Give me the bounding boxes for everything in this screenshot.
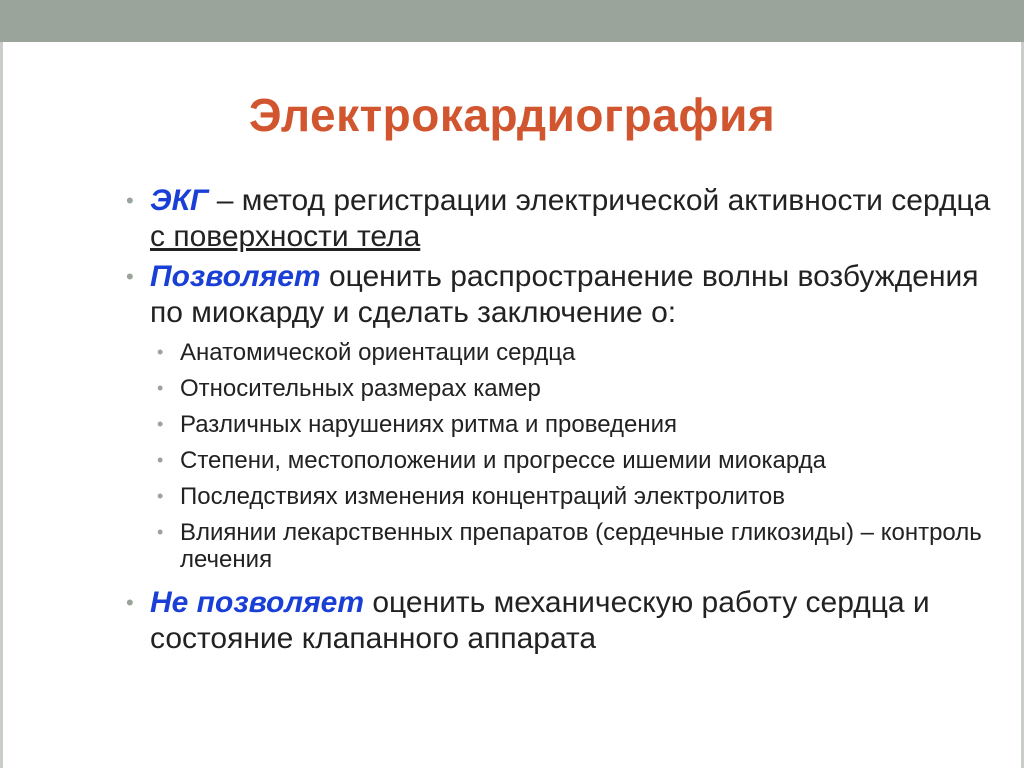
sub-item-text: Относительных размерах камер xyxy=(180,375,541,402)
sub-item-text: Последствиях изменения концентраций электролитов xyxy=(180,483,786,510)
sub-item-drugs xyxy=(126,519,996,573)
sub-item-rhythm xyxy=(126,411,996,438)
bullet-dot: • xyxy=(126,188,134,213)
sub-bullet-dot: • xyxy=(157,450,164,470)
sub-bullet-dot: • xyxy=(157,486,164,506)
ecg-term: ЭКГ xyxy=(150,184,209,217)
slide-title: Электрокардиография xyxy=(248,89,776,141)
allows-text: оценить распространение волны возбуждения по миокарду и сделать заключение о: xyxy=(150,260,979,329)
sub-item-electrolytes xyxy=(126,483,996,510)
bullet-item-ecg xyxy=(126,183,996,255)
sub-bullet-list xyxy=(126,339,996,573)
sub-item-anatomical xyxy=(126,339,996,366)
not-allows-text: оценить механическую работу сердца и состояние клапанного аппарата xyxy=(150,586,930,655)
sub-bullet-dot: • xyxy=(157,522,164,542)
bullet-list xyxy=(126,183,996,657)
bullet-item-not-allows xyxy=(126,585,996,657)
top-bar xyxy=(0,0,1024,42)
sub-bullet-dot: • xyxy=(157,378,164,398)
not-allows-term: Не позволяет xyxy=(150,586,365,619)
sub-bullet-dot: • xyxy=(157,414,164,434)
bullet-item-allows xyxy=(126,259,996,331)
ecg-definition: – метод регистрации электрической активности сердца xyxy=(208,184,991,217)
sub-item-text: Различных нарушениях ритма и проведения xyxy=(180,411,678,438)
bullet-dot: • xyxy=(126,590,134,615)
ecg-underlined-phrase: с поверхности тела xyxy=(150,220,421,253)
sub-item-chambers xyxy=(126,375,996,402)
bullet-dot: • xyxy=(126,264,134,289)
sub-item-text: Анатомической ориентации сердца xyxy=(180,339,576,366)
sub-item-text: Влиянии лекарственных препаратов (сердечные гликозиды) – контроль лечения xyxy=(180,519,982,573)
sub-item-text: Степени, местоположении и прогрессе ишемии миокарда xyxy=(180,447,826,474)
sub-item-ischemia xyxy=(126,447,996,474)
sub-bullet-dot: • xyxy=(157,342,164,362)
allows-term: Позволяет xyxy=(150,260,321,293)
left-border xyxy=(0,42,3,768)
